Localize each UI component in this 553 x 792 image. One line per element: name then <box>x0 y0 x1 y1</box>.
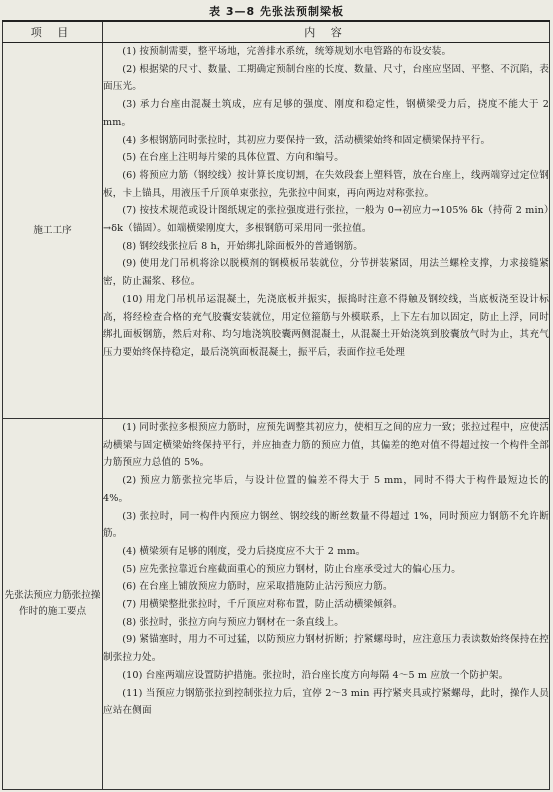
section-items <box>103 43 550 419</box>
list-item: (10) 用龙门吊机吊运混凝土，先浇底板并振实，振捣时注意不得触及钢绞线，当底板浇至设计标高，将经检查合格的充气胶囊安装就位，用定位箍筋与外模联系，上下左右加以固定，防止上浮，同时绑扎面板钢筋，然后对称、均匀地浇筑胶囊两侧混凝土，从混凝土开始浇筑到胶囊放气时为止，其充气压力要始终保持稳定，最后浇筑面板混凝土，振平后，表面作拉毛处理 <box>103 293 549 358</box>
list-item: (5) 应先张拉靠近台座截面重心的预应力钢材，防止台座承受过大的偏心压力。 <box>122 563 461 575</box>
list-item: (4) 横梁须有足够的刚度，受力后挠度应不大于 2 mm。 <box>122 545 366 557</box>
list-item: (3) 张拉时，同一构件内预应力钢丝、钢绞线的断丝数量不得超过 1%，同时预应力钢筋不允许断筋。 <box>103 510 549 540</box>
list-item: (8) 钢绞线张拉后 8 h，开始绑扎除面板外的普通钢筋。 <box>122 240 364 252</box>
list-item: (9) 紧锚塞时，用力不可过猛，以防预应力钢材折断；拧紧螺母时，应注意压力表读数始终保持在控制张拉力处。 <box>103 634 549 664</box>
list-item: (4) 多根钢筋同时张拉时，其初应力要保持一致，活动横梁始终和固定横梁保持平行。 <box>122 134 491 146</box>
header-item: 项 目 <box>3 21 103 43</box>
spec-table <box>2 20 550 790</box>
table-title: 表 3—8 先张法预制梁板 <box>209 5 344 18</box>
header-content: 内 容 <box>103 21 550 43</box>
list-item: (7) 用横梁整批张拉时，千斤顶应对称布置，防止活动横梁倾斜。 <box>122 599 403 611</box>
list-item: (3) 承力台座由混凝土筑成，应有足够的强度、刚度和稳定性，钢横梁受力后，挠度不能大于 2 mm。 <box>103 99 549 128</box>
list-item: (7) 按技术规范或设计图纸规定的张拉强度进行张拉，一般为 0→初应力→105% δk（持荷 2 min）→δk（锚固）。如端横梁刚度大，多根钢筋可采用同一张拉值。 <box>103 205 549 235</box>
list-item: (10) 台座两端应设置防护措施。张拉时，沿台座长度方向每隔 4～5 m 应放一个防护架。 <box>122 669 509 681</box>
section-row-tensioning <box>3 419 550 790</box>
list-item: (2) 预应力筋张拉完毕后，与设计位置的偏差不得大于 5 mm，同时不得大于构件最短边长的 4%。 <box>103 475 549 504</box>
list-item: (2) 根据梁的尺寸、数量、工期确定预制台座的长度、数量、尺寸，台座应坚固、平整、不沉陷，表面压光。 <box>103 63 549 93</box>
section-row-construction <box>3 43 550 419</box>
list-item: (5) 在台座上注明每片梁的具体位置、方向和编号。 <box>122 152 345 164</box>
section-items <box>103 419 550 790</box>
section-label: 先张法预应力筋张拉操作时的施工要点 <box>3 419 103 790</box>
list-item: (1) 按预制需要，整平场地，完善排水系统，统筹规划水电管路的布设安装。 <box>122 46 452 57</box>
list-item: (9) 使用龙门吊机将涂以脱模剂的钢模板吊装就位，分节拼装紧固，用法兰螺栓支撑，力求接缝紧密，防止漏浆、移位。 <box>103 258 549 288</box>
list-item: (8) 张拉时，张拉方向与预应力钢材在一条直线上。 <box>122 616 345 628</box>
list-item: (1) 同时张拉多根预应力筋时，应预先调整其初应力，使相互之间的应力一致；张拉过程中，应使活动横梁与固定横梁始终保持平行，并应抽查力筋的预应力值，其偏差的绝对值不得超过按一个构件全部力筋预应力总值的 5%。 <box>103 422 549 469</box>
list-item: (11) 当预应力钢筋张拉到控制张拉力后，宜停 2～3 min 再拧紧夹具或拧紧螺母，此时，操作人员应站在侧面 <box>103 687 549 717</box>
header-row <box>3 21 550 43</box>
list-item: (6) 在台座上铺放预应力筋时，应采取措施防止沾污预应力筋。 <box>122 581 393 593</box>
list-item: (6) 将预应力筋（钢绞线）按计算长度切割，在失效段套上塑料管，放在台座上，线两端穿过定位钢板，卡上锚具，用液压千斤顶单束张拉，先张拉中间束，再向两边对称张拉。 <box>103 169 549 199</box>
section-label: 施工工序 <box>3 43 103 419</box>
